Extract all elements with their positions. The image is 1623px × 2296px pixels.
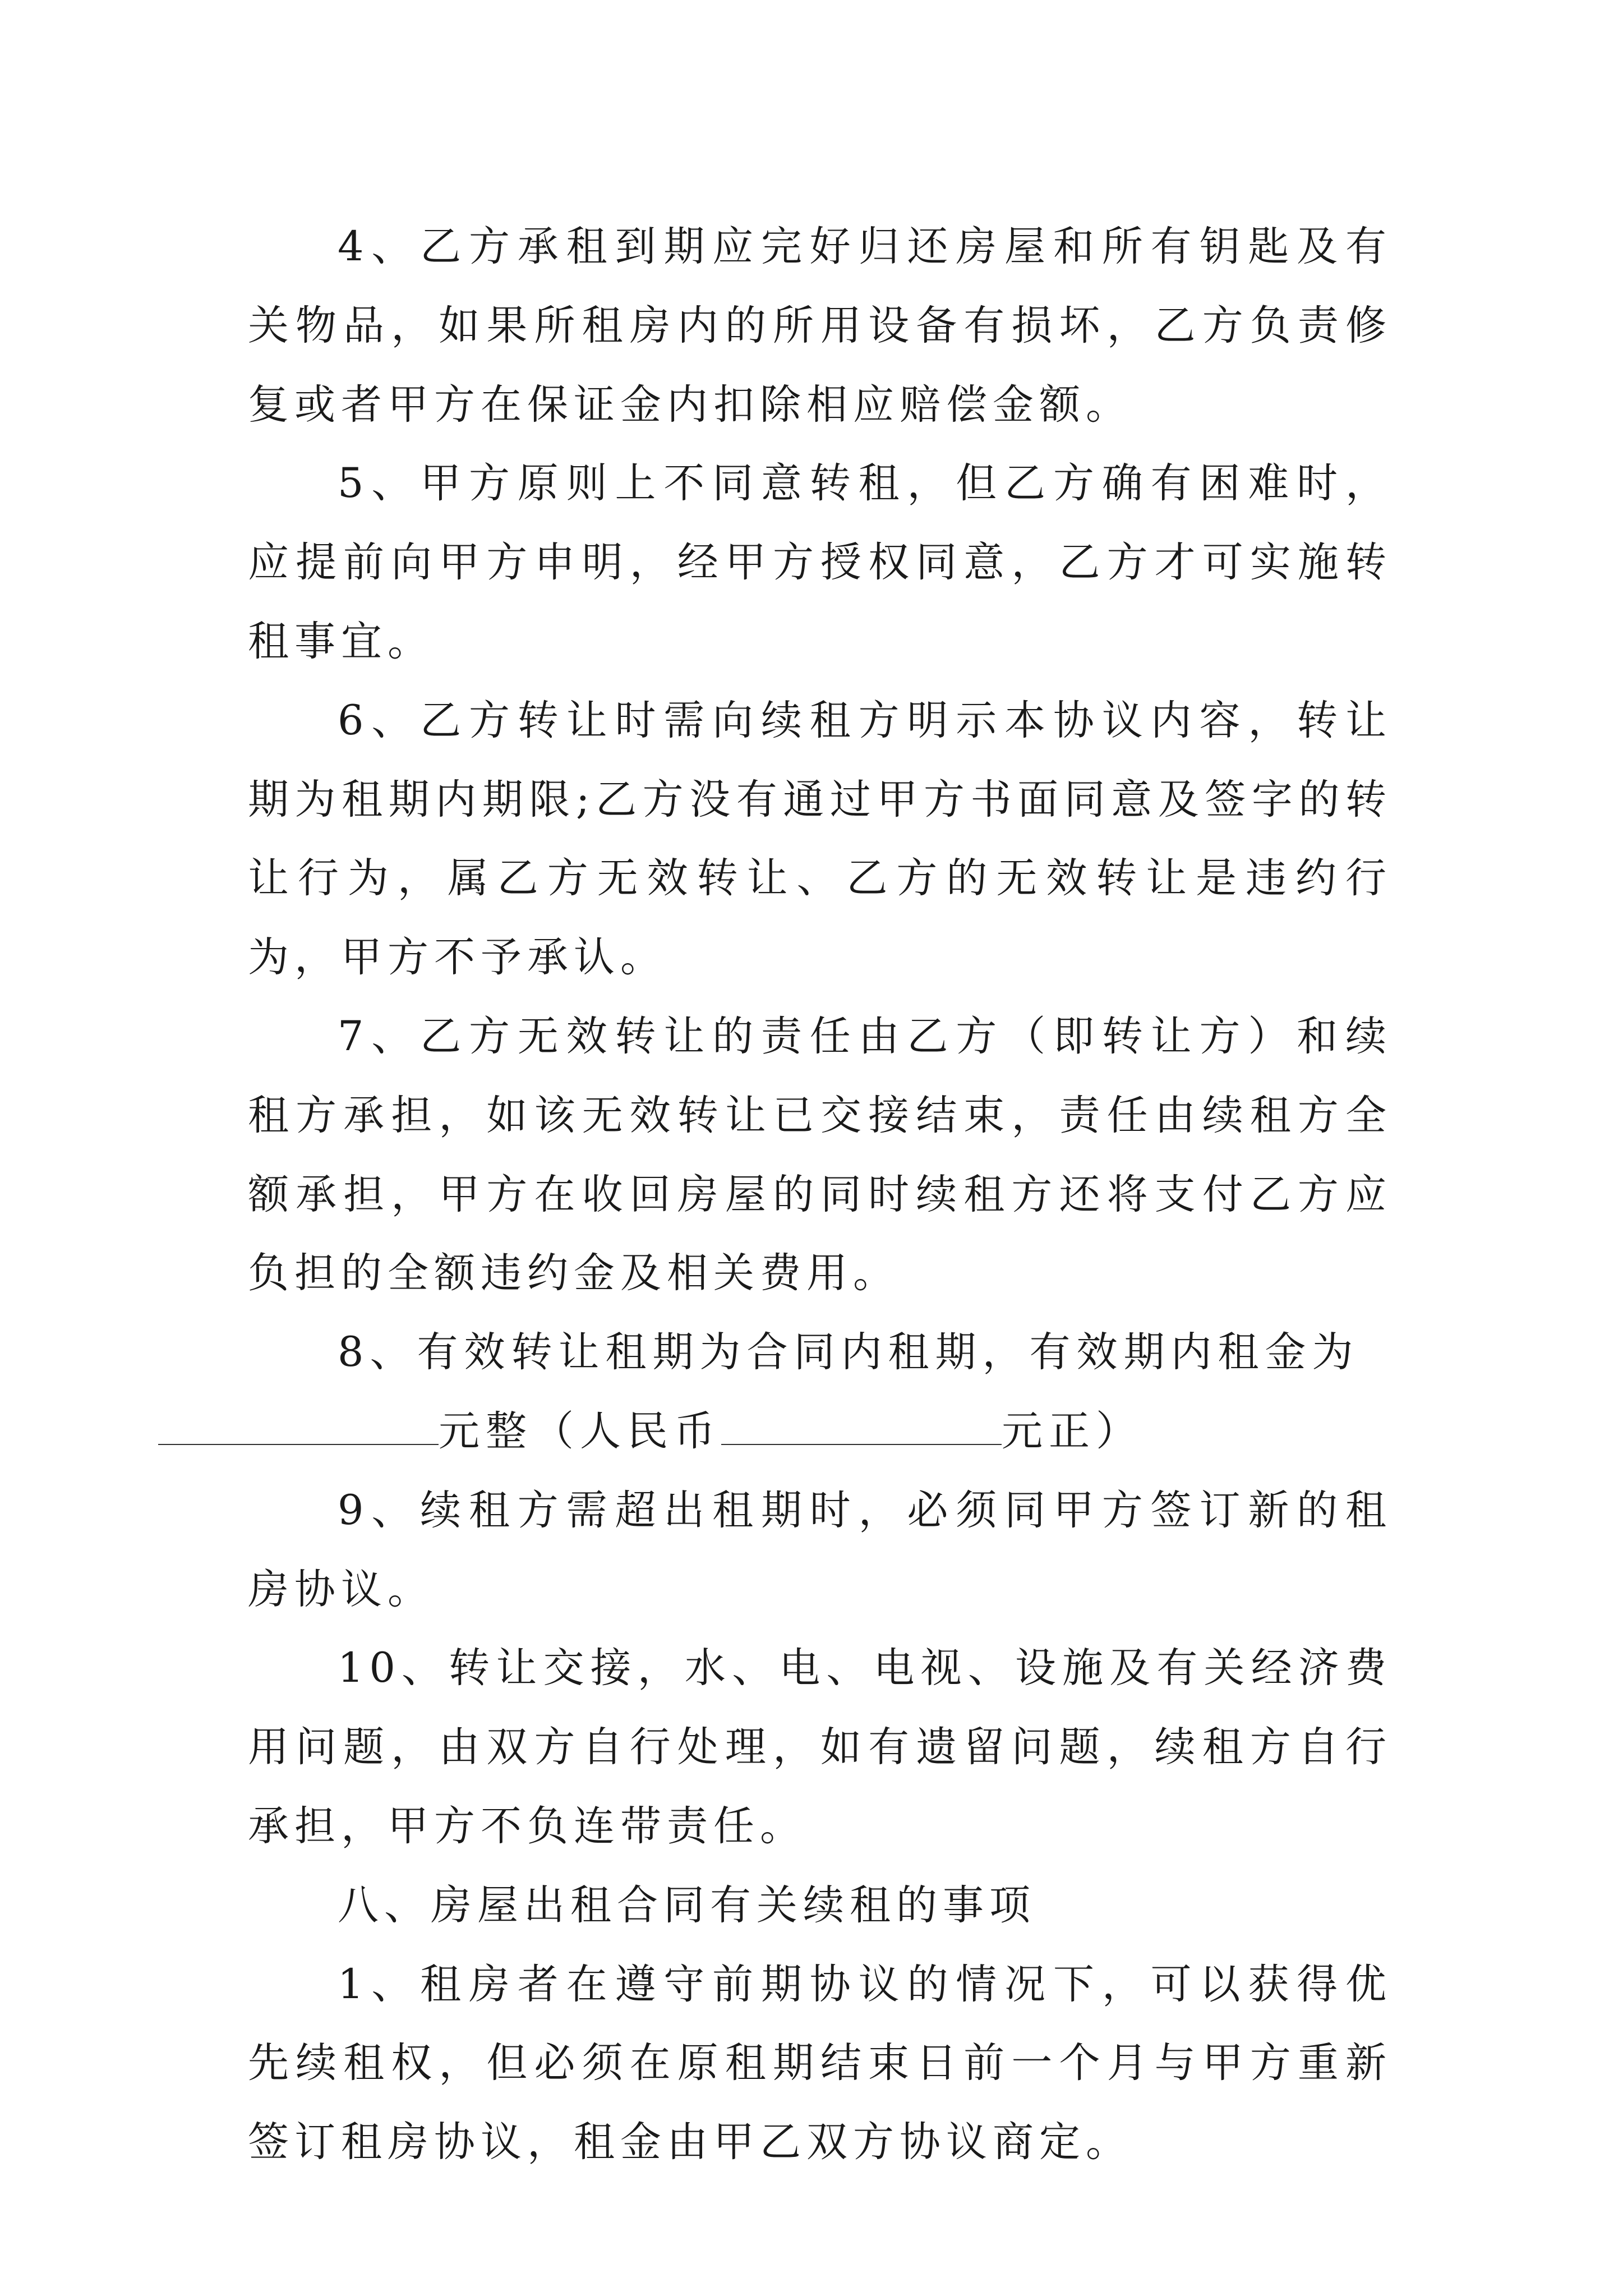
clause-5: 5、甲方原则上不同意转租，但乙方确有困难时，应提前向甲方申明，经甲方授权同意，乙方才可实施转租事宜。 [248, 459, 1392, 665]
clause-10: 10、转让交接，水、电、电视、设施及有关经济费用问题，由双方自行处理，如有遗留问题，续租方自行承担，甲方不负连带责任。 [248, 1644, 1392, 1850]
clause-8-end-text: 元正） [1002, 1407, 1143, 1455]
clause-4: 4、乙方承租到期应完好归还房屋和所有钥匙及有关物品，如果所租房内的所用设备有损坏，乙方负责修复或者甲方在保证金内扣除相应赔偿金额。 [248, 223, 1392, 429]
clause-6: 6、乙方转让时需向续租方明示本协议内容，转让期为租期内期限;乙方没有通过甲方书面同意及签字的转让行为，属乙方无效转让、乙方的无效转让是违约行为，甲方不予承认。 [248, 696, 1392, 982]
section-8-heading: 八、房屋出租合同有关续租的事项 [338, 1881, 1036, 1929]
rent-amount-blank [158, 1410, 439, 1445]
clause-8-text: 8、有效转让租期为合同内租期，有效期内租金为 [338, 1328, 1359, 1377]
rmb-amount-blank [721, 1410, 1002, 1445]
clause-9: 9、续租方需超出租期时，必须同甲方签订新的租房协议。 [248, 1486, 1392, 1613]
clause-8-yuan-text: 元整（人民币 [439, 1407, 721, 1455]
clause-8 [248, 1313, 1392, 1471]
clause-7: 7、乙方无效转让的责任由乙方（即转让方）和续租方承担，如该无效转让已交接结束，责任由续租方全额承担，甲方在收回房屋的同时续租方还将支付乙方应负担的全额违约金及相关费用。 [248, 1012, 1392, 1297]
section-8-clause-1: 1、租房者在遵守前期协议的情况下，可以获得优先续租权，但必须在原租期结束日前一个月与甲方重新签订租房协议，租金由甲乙双方协议商定。 [248, 1960, 1392, 2166]
document-body [248, 208, 1392, 2182]
